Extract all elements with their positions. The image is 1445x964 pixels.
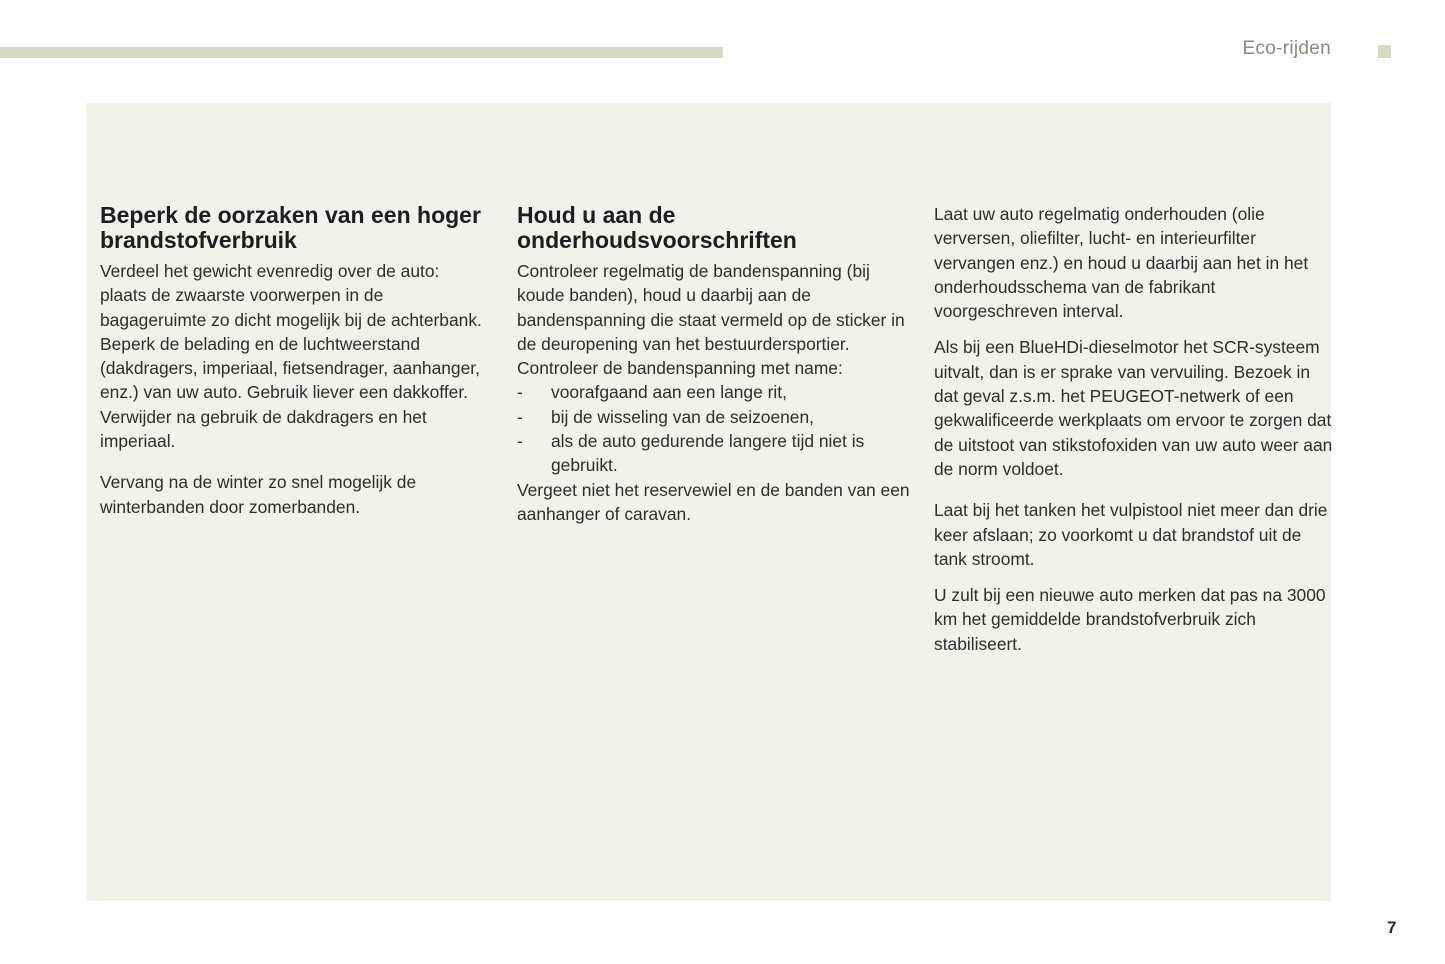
list-item: - bij de wisseling van de seizoenen, bbox=[517, 405, 917, 429]
column3-paragraph: U zult bij een nieuwe auto merken dat pas na 3000 km het gemiddelde brandstofverbruik zich stabiliseert. bbox=[934, 585, 1326, 654]
column-maintenance bbox=[517, 201, 917, 526]
list-item: - als de auto gedurende langere tijd niet is gebruikt. bbox=[517, 429, 917, 478]
column2-list-intro: Controleer de bandenspanning met name: bbox=[517, 358, 843, 379]
column1-paragraph: Vervang na de winter zo snel mogelijk de winterbanden door zomerbanden. bbox=[100, 472, 417, 517]
column3-paragraph: Laat bij het tanken het vulpistool niet meer dan drie keer afslaan; zo voorkomt u dat brandstof uit de tank stroomt. bbox=[934, 500, 1328, 569]
column2-intro: Controleer regelmatig de bandenspanning (bij koude banden), houd u daarbij aan de bandenspanning die staat vermeld op de sticker in de deuropening van het bestuurdersportier. bbox=[517, 261, 905, 354]
column1-paragraph: Beperk de belading en de luchtweerstand (dakdragers, imperiaal, fietsendrager, aanhanger, enz.) van uw auto. Gebruik liever een dakkoffer. bbox=[100, 333, 480, 403]
column1-paragraph: Verdeel het gewicht evenredig over de auto: plaats de zwaarste voorwerpen in de bagageruimte zo dicht mogelijk bij de achterbank. bbox=[100, 261, 482, 330]
column-service-tips bbox=[934, 202, 1334, 656]
column1-paragraph: Verwijder na gebruik de dakdragers en het imperiaal. bbox=[100, 406, 427, 452]
list-item: - voorafgaand aan een lange rit, bbox=[517, 380, 917, 404]
column2-outro: Vergeet niet het reservewiel en de banden van een aanhanger of caravan. bbox=[517, 479, 910, 524]
column3-paragraph: Laat uw auto regelmatig onderhouden (olie verversen, oliefilter, lucht- en interieurfilter vervangen enz.) en houd u daarbij aan het in het onderhoudsschema van de fabrikant voorgeschreven interval. bbox=[934, 204, 1309, 322]
column3-paragraph: Als bij een BlueHDi-dieselmotor het SCR-systeem uitvalt, dan is er sprake van vervuiling. Bezoek in dat geval z.s.m. het PEUGEOT-netwerk of een gekwalificeerde werkplaats om ervoor te zorgen dat de uitstoot van stikstofoxiden van uw auto weer aan de norm voldoet. bbox=[934, 337, 1333, 479]
header-accent-bar bbox=[0, 47, 723, 58]
column-fuel-consumption bbox=[100, 201, 490, 519]
column1-heading: Beperk de oorzaken van een hoger brandstofverbruik bbox=[100, 202, 481, 253]
column2-heading: Houd u aan de onderhoudsvoorschriften bbox=[517, 202, 797, 253]
section-marker bbox=[1378, 45, 1391, 58]
page-number: 7 bbox=[1387, 918, 1397, 937]
section-title: Eco-rijden bbox=[1242, 38, 1331, 59]
tyre-check-list bbox=[517, 380, 917, 477]
